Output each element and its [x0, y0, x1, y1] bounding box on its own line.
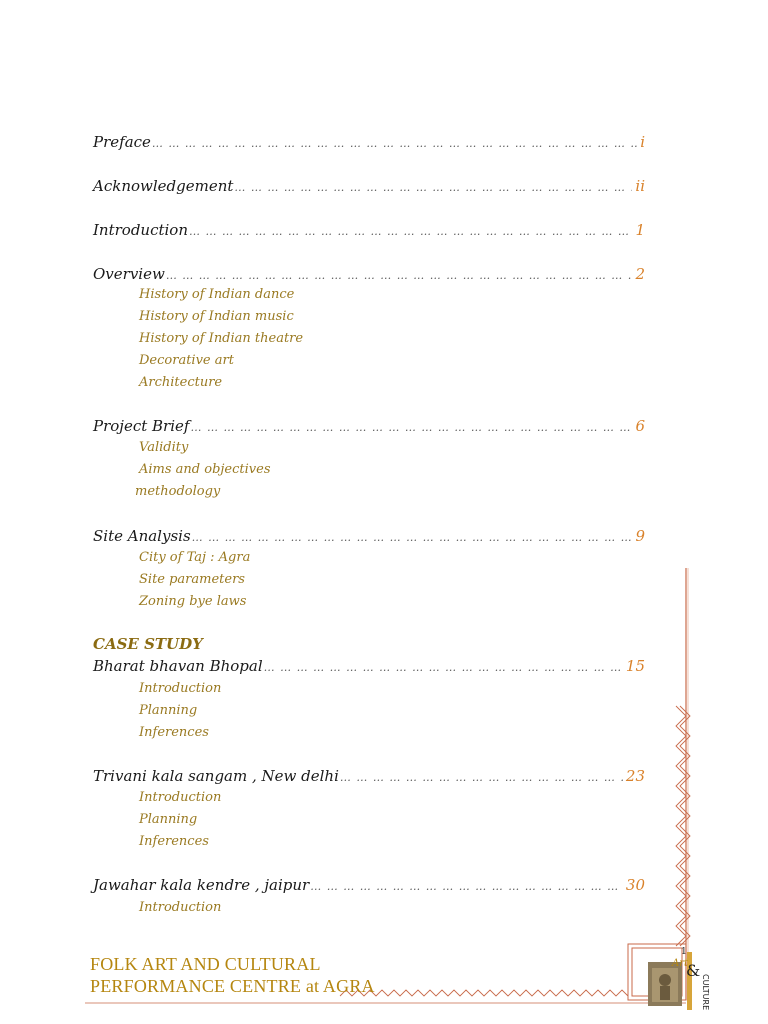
toc-page-number: 6: [635, 417, 645, 435]
toc-subentry[interactable]: Introduction: [139, 900, 222, 915]
dot-leader: [190, 421, 632, 434]
toc-subentry[interactable]: Inferences: [139, 834, 209, 849]
dot-leader: [152, 137, 637, 150]
toc-entry[interactable]: [93, 133, 645, 151]
logo-ampersand: &: [686, 961, 701, 980]
toc-entry-title: Project Brief: [93, 417, 190, 435]
footer-title: [90, 953, 375, 997]
toc-subentry[interactable]: Aims and objectives: [139, 462, 271, 477]
toc-subentry[interactable]: History of Indian dance: [139, 287, 295, 302]
toc-subentry[interactable]: City of Taj : Agra: [139, 550, 251, 565]
toc-subentry[interactable]: Architecture: [139, 375, 223, 390]
logo-art-text: Art: [672, 958, 689, 969]
logo-culture-text: CULTURE: [701, 974, 710, 1011]
dot-leader: [310, 880, 623, 893]
toc-page-number: 9: [635, 527, 645, 545]
toc-entry[interactable]: [93, 527, 645, 545]
toc-entry-title: Jawahar kala kendre , jaipur: [93, 876, 310, 894]
toc-subentry[interactable]: History of Indian music: [139, 309, 294, 324]
case-study-entry[interactable]: [93, 657, 645, 675]
toc-page-number: 1: [635, 221, 645, 239]
dot-leader: [234, 181, 632, 194]
toc-entry-title: Preface: [93, 133, 151, 151]
dot-leader: [166, 269, 633, 282]
toc-entry-title: Overview: [93, 265, 165, 283]
toc-entry-title: Bharat bhavan Bhopal: [93, 657, 263, 675]
toc-entry[interactable]: [93, 221, 645, 239]
art-culture-logo: [646, 946, 726, 1018]
toc-subentry[interactable]: Zoning bye laws: [139, 594, 247, 609]
toc-entry[interactable]: [93, 265, 645, 283]
toc-entry[interactable]: [93, 177, 645, 195]
case-study-heading: CASE STUDY: [93, 635, 203, 653]
toc-subentry[interactable]: methodology: [135, 484, 221, 499]
toc-page-number: i: [640, 133, 645, 151]
svg-text:1: 1: [681, 947, 687, 957]
toc-entry-title: Site Analysis: [93, 527, 191, 545]
toc-entry[interactable]: [93, 417, 645, 435]
toc-page-number: ii: [635, 177, 645, 195]
toc-page-number: 23: [625, 767, 645, 785]
toc-entry-title: Acknowledgement: [93, 177, 234, 195]
dot-leader: [340, 771, 623, 784]
toc-page-number: 15: [625, 657, 645, 675]
toc-subentry[interactable]: Introduction: [139, 681, 222, 696]
toc-subentry[interactable]: History of Indian theatre: [139, 331, 304, 346]
toc-subentry[interactable]: Validity: [139, 440, 189, 455]
toc-subentry[interactable]: Site parameters: [139, 572, 245, 587]
toc-entry-title: Introduction: [93, 221, 188, 239]
dot-leader: [192, 531, 633, 544]
dot-leader: [189, 225, 632, 238]
toc-subentry[interactable]: Inferences: [139, 725, 209, 740]
toc-page-number: 2: [635, 265, 645, 283]
footer-line-1: FOLK ART AND CULTURAL: [90, 954, 321, 974]
toc-entry-title: Trivani kala sangam , New delhi: [93, 767, 339, 785]
case-study-entry[interactable]: [93, 876, 645, 894]
case-study-entry[interactable]: [93, 767, 645, 785]
toc-subentry[interactable]: Planning: [139, 812, 198, 827]
footer-line-2: PERFORMANCE CENTRE at AGRA: [90, 976, 375, 996]
dot-leader: [264, 661, 623, 674]
toc-subentry[interactable]: Introduction: [139, 790, 222, 805]
toc-page-number: 30: [625, 876, 645, 894]
toc-subentry[interactable]: Decorative art: [139, 353, 234, 368]
toc-subentry[interactable]: Planning: [139, 703, 198, 718]
